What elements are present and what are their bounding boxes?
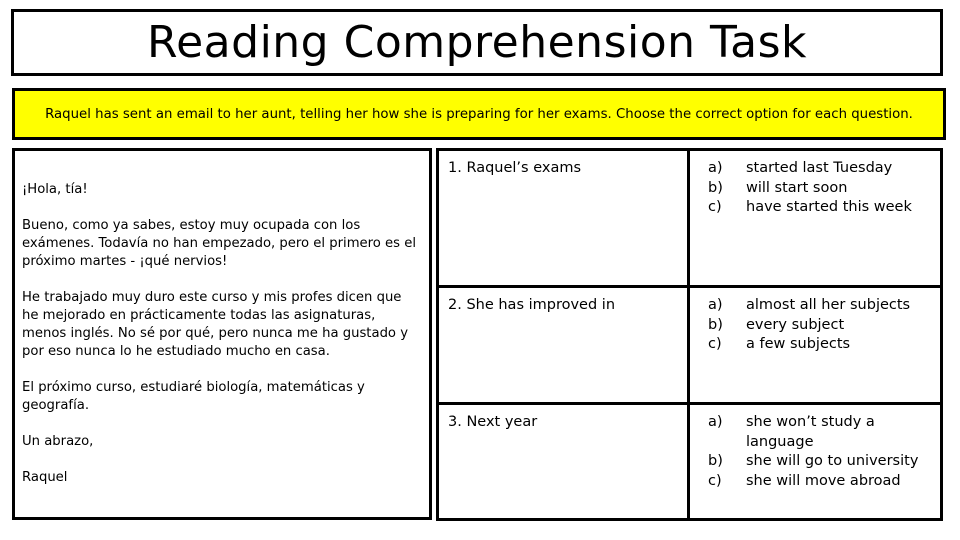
question-options: [690, 405, 940, 518]
instruction-text: Raquel has sent an email to her aunt, telling her how she is preparing for her exams. Choose the correct option for each question.: [45, 106, 913, 122]
option-item: [708, 413, 940, 452]
question-prompt: 3. Next year: [439, 405, 690, 518]
option-letter: a): [708, 414, 723, 430]
option-letter: c): [708, 199, 722, 215]
option-item: [708, 296, 940, 316]
email-paragraph: He trabajado muy duro este curso y mis profes dicen que he mejorado en prácticamente todas las asignaturas, menos inglés. No sé por qué, pero nunca me ha gustado y por eso nunca lo he estudiado mucho en casa.: [22, 290, 408, 359]
option-item: [708, 198, 940, 218]
question-prompt: 2. She has improved in: [439, 288, 690, 402]
question-row: [439, 405, 940, 518]
option-item: [708, 335, 940, 355]
option-letter: b): [708, 453, 723, 469]
page-title: Reading Comprehension Task: [147, 17, 807, 68]
email-signature: Raquel: [22, 470, 68, 485]
question-options: [690, 288, 940, 402]
option-text: she will go to university: [746, 453, 919, 469]
email-paragraph: Bueno, como ya sabes, estoy muy ocupada con los exámenes. Todavía no han empezado, pero el primero es el próximo martes - ¡qué nervios!: [22, 218, 417, 269]
option-text: almost all her subjects: [746, 297, 911, 313]
questions-table: [436, 148, 943, 521]
option-item: [708, 179, 940, 199]
email-paragraph: El próximo curso, estudiaré biología, matemáticas y geografía.: [22, 380, 365, 413]
option-text: will start soon: [746, 179, 848, 196]
option-letter: a): [708, 297, 723, 313]
option-item: [708, 159, 940, 179]
option-text: she will move abroad: [746, 472, 901, 489]
option-letter: c): [708, 336, 722, 352]
email-greeting: ¡Hola, tía!: [22, 182, 88, 197]
question-options: [690, 151, 940, 285]
question-prompt: 1. Raquel’s exams: [439, 151, 690, 285]
option-item: [708, 472, 940, 492]
question-row: [439, 288, 940, 405]
option-item: [708, 452, 940, 472]
email-panel: [12, 148, 432, 520]
title-banner: [11, 9, 943, 76]
option-letter: a): [708, 160, 723, 176]
option-letter: b): [708, 179, 723, 196]
option-item: [708, 316, 940, 336]
question-row: [439, 151, 940, 288]
email-closing: Un abrazo,: [22, 434, 94, 449]
instruction-banner: [12, 88, 946, 140]
option-letter: c): [708, 472, 722, 489]
option-text: every subject: [746, 316, 845, 333]
option-text: started last Tuesday: [746, 160, 893, 176]
option-text: have started this week: [746, 199, 912, 215]
option-text: she won’t study a language: [746, 414, 875, 450]
option-text: a few subjects: [746, 336, 851, 352]
option-letter: b): [708, 316, 723, 333]
